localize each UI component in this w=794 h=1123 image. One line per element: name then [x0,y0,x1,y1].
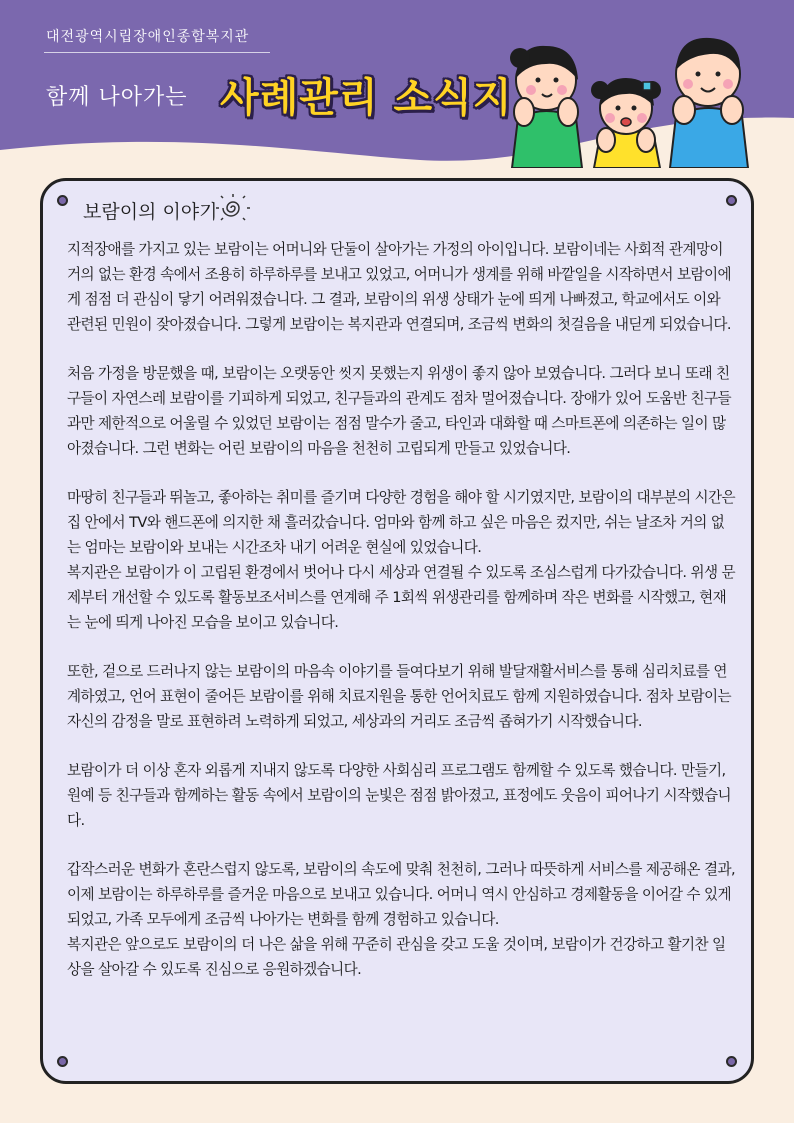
corner-dot-icon [57,1056,68,1067]
corner-dot-icon [726,1056,737,1067]
corner-dot-icon [57,195,68,206]
swirl-icon [215,193,251,223]
corner-dot-icon [726,195,737,206]
story-paragraph: 처음 가정을 방문했을 때, 보람이는 오랫동안 씻지 못했는지 위생이 좋지 않아 보였습니다. 그러다 보니 또래 친구들이 자연스레 보람이를 기피하게 되었고, 친구들과의 관계도 점차 멀어졌습니다. 장애가 있어 도움반 친구들과만 제한적으로 어울릴 수 있었던 보람이는 점점 말수가 줄고, 타인과 대화할 때 스마트폰에 의존하는 일이 많아졌습니다. 그런 변화는 어린 보람이의 마음을 천천히 고립되게 만들고 있었습니다. [67,365,731,457]
story-paragraph: 지적장애를 가지고 있는 보람이는 어머니와 단둘이 살아가는 가정의 아이입니다. 보람이네는 사회적 관계망이 거의 없는 환경 속에서 조용히 하루하루를 보내고 있었고, 어머니가 생계를 위해 바깥일을 시작하면서 보람이에게 점점 더 관심이 닿기 어려워졌습니다. 그 결과, 보람이의 위생 상태가 눈에 띄게 나빠졌고, 학교에서도 이와 관련된 민원이 잦아졌습니다. 그렇게 보람이는 복지관과 연결되며, 조금씩 변화의 첫걸음을 내딛게 되었습니다. [67,241,731,333]
header [0,0,794,180]
story-paragraph: 또한, 겉으로 드러나지 않는 보람이의 마음속 이야기를 들여다보기 위해 발달재활서비스를 통해 심리치료를 연계하였고, 언어 표현이 줄어든 보람이를 위해 치료지원을 통한 언어치료도 함께 지원하였습니다. 점차 보람이는 자신의 감정을 말로 표현하려 노력하게 되었고, 세상과의 거리도 조금씩 좁혀가기 시작했습니다. [67,663,731,730]
story-paragraph: 마땅히 친구들과 뛰놀고, 좋아하는 취미를 즐기며 다양한 경험을 해야 할 시기였지만, 보람이의 대부분의 시간은 집 안에서 TV와 핸드폰에 의지한 채 흘러갔습니다. 엄마와 함께 하고 싶은 마음은 컸지만, 쉬는 날조차 거의 없는 엄마는 보람이와 보내는 시간조차 내기 어려운 현실에 있었습니다. 복지관은 보람이가 이 고립된 환경에서 벗어나 다시 세상과 연결될 수 있도록 조심스럽게 다가갔습니다. 위생 문제부터 개선할 수 있도록 활동보조서비스를 연계해 주 1회씩 위생관리를 함께하며 작은 변화를 시작했고, 현재는 눈에 띄게 나아진 모습을 보이고 있습니다. [67,489,735,631]
newsletter-title: 사례관리 소식지 [220,75,513,121]
story-paragraph: 갑작스러운 변화가 혼란스럽지 않도록, 보람이의 속도에 맞춰 천천히, 그러나 따뜻하게 서비스를 제공해온 결과, 이제 보람이는 하루하루를 즐거운 마음으로 보내고 있습니다. 어머니 역시 안심하고 경제활동을 이어갈 수 있게 되었고, 가족 모두에게 조금씩 나아가는 변화를 함께 경험하고 있습니다. 복지관은 앞으로도 보람이의 더 나은 삶을 위해 꾸준히 관심을 갖고 도울 것이며, 보람이가 건강하고 활기찬 일상을 살아갈 수 있도록 진심으로 응원하겠습니다. [67,861,735,978]
story-card [40,178,754,1084]
subtitle: 함께 나아가는 [46,85,188,110]
story-heading: 보람이의 이야기 [83,201,218,223]
three-children-icon [498,18,768,168]
organization-name: 대전광역시립장애인종합복지관 [46,29,250,45]
story-paragraph: 보람이가 더 이상 혼자 외롭게 지내지 않도록 다양한 사회심리 프로그램도 함께할 수 있도록 했습니다. 만들기, 원예 등 친구들과 함께하는 활동 속에서 보람이의 눈빛은 점점 밝아졌고, 표정에도 웃음이 피어나기 시작했습니다. [67,762,731,829]
story-body [67,237,735,982]
divider [44,52,270,53]
